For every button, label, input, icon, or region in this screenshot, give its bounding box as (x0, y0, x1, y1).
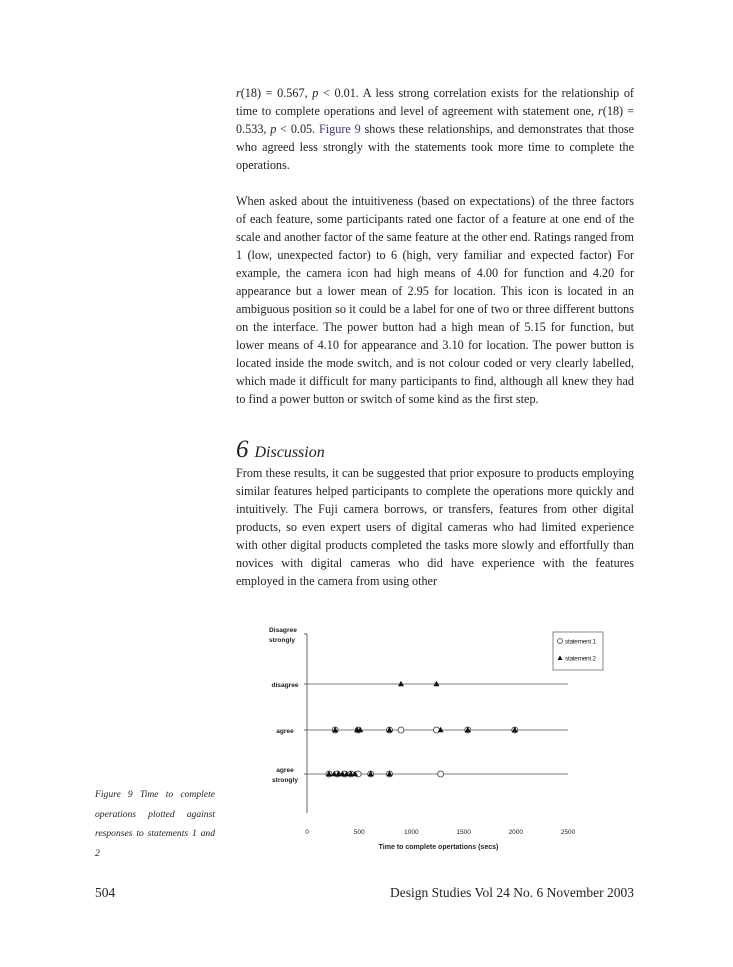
y-category-label: disagree (271, 682, 299, 689)
legend-label: statement 2 (565, 655, 596, 663)
data-point-statement-2 (398, 681, 404, 687)
y-category-label: agree (276, 728, 294, 735)
paragraph-3: From these results, it can be suggested that prior exposure to products employing similar features helped participants to complete the operations more quickly and intuitively. The Fuji camera borrows, or transfers, features from other digital products, so even expert users of digital cameras who had limited experience with other digital products completed the tasks more slowly and effortfully than novices with digital cameras who did have experience with the features employed in the camera from using other (236, 466, 634, 588)
paragraph-1-text: < 0.05. (276, 122, 319, 136)
x-tick-label: 500 (353, 829, 365, 836)
paragraph-1 (236, 84, 634, 174)
x-tick-label: 2000 (508, 829, 524, 836)
paragraph-1-text: (18) = 0.533, (236, 104, 634, 136)
y-category-label: agree strongly (271, 767, 299, 784)
paragraph-2: When asked about the intuitiveness (based on expectations) of the three factors of each feature, some participants rated one factor of a feature at one end of the scale and another factor of the same feature at the other end. Ratings ranged from 1 (low, unexpected factor) to 6 (high, very familiar and expected factor) For example, the camera icon had high means of 4.00 for function and 4.20 for appearance but a lower mean of 2.95 for location. This icon is located in an ambiguous position so it could be a label for one of two or three different buttons on the interface. The power button had a high mean of 5.15 for function, but lower means of 4.10 for appearance and 3.10 for location. The power button is located inside the mode switch, and is not colour coded or very clearly labelled, which made it difficult for many participants to find, although all knew they had to find a power button or switch of some kind as the first step. (236, 194, 634, 406)
figure-caption: Figure 9 Time to complete operations plotted against responses to statements 1 and 2 (95, 789, 215, 859)
x-axis-label: Time to complete opertations (secs) (378, 844, 499, 851)
paragraph-1-text: < 0.01. A less strong correlation exists for the relationship of time to complete operations and level of agreement with statement one, (236, 86, 634, 118)
legend-label: statement 1 (565, 638, 596, 646)
r-variable: r (236, 86, 241, 100)
y-category-label: Disagree strongly (269, 627, 297, 644)
x-tick-label: 0 (305, 829, 309, 836)
paragraph-1-text: shows these relationships, and demonstrates that those who agreed less strongly with the statements took more time to complete the operations. (236, 122, 635, 172)
legend-marker-statement-1 (558, 639, 563, 644)
figure-9-link[interactable]: Figure 9 (319, 122, 361, 136)
section-title: Discussion (254, 444, 325, 461)
x-tick-label: 1500 (456, 829, 471, 836)
x-tick-label: 2500 (560, 829, 576, 836)
data-point-statement-1 (438, 771, 444, 777)
p-variable: p (312, 86, 319, 100)
section-heading (236, 436, 325, 464)
data-point-statement-1 (398, 727, 404, 733)
journal-footer: Design Studies Vol 24 No. 6 November 2003 (390, 885, 634, 900)
r-variable: r (598, 104, 603, 118)
section-number: 6 (236, 436, 249, 463)
x-tick-label: 1000 (404, 829, 419, 836)
figure-9-chart (255, 620, 615, 860)
data-point-statement-2 (433, 681, 439, 687)
paragraph-1-text: (18) = 0.567, (240, 86, 313, 100)
page-number: 504 (95, 885, 116, 900)
p-variable: p (270, 122, 277, 136)
